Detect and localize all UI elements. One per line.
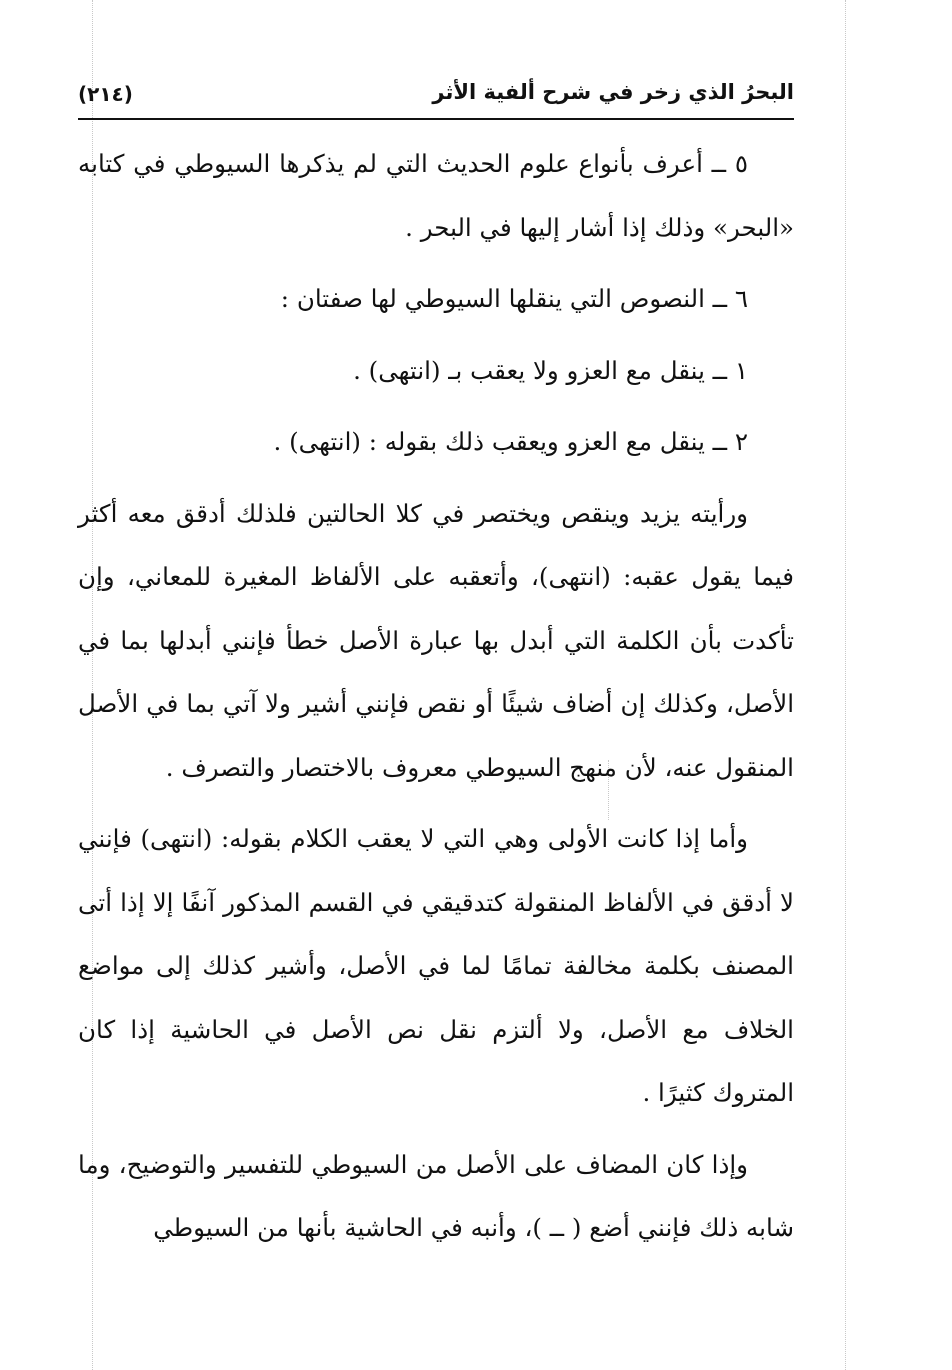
running-header: [78, 78, 794, 120]
paragraph-subitem-2: ٢ ــ ينقل مع العزو ويعقب ذلك بقوله : (انتهى) .: [273, 427, 748, 456]
body-text: [78, 132, 794, 1260]
paragraph-item-6: ٦ ــ النصوص التي ينقلها السيوطي لها صفتان :: [280, 284, 748, 313]
scan-artifact-right: [845, 0, 847, 1370]
header-title: البحرُ الذي زخر في شرح ألفية الأثر: [432, 80, 794, 104]
paragraph-item-5: ٥ ــ أعرف بأنواع علوم الحديث التي لم يذكرها السيوطي في كتابه «البحر» وذلك إذا أشار إليها في البحر .: [78, 149, 794, 242]
paragraph-body-2: وأما إذا كانت الأولى وهي التي لا يعقب الكلام بقوله: (انتهى) فإنني لا أدقق في الألفاظ المنقولة كتدقيقي في القسم المذكور آنفًا إلا إذا أتى المصنف بكلمة مخالفة تمامًا لما في الأصل، وأشير كذلك إلى مواضع الخلاف مع الأصل، ولا ألتزم نقل نص الأصل في الحاشية إذا كان المتروك كثيرًا .: [78, 824, 794, 1107]
paragraph-body-1: ورأيته يزيد وينقص ويختصر في كلا الحالتين فلذلك أدقق معه أكثر فيما يقول عقبه: (انتهى)، وأتعقبه على الألفاظ المغيرة للمعاني، وإن تأكدت بأن الكلمة التي أبدل بها عبارة الأصل خطأ فإنني أبدلها بما في الأصل، وكذلك إن أضاف شيئًا أو نقص فإنني أشير ولا آتي بما في الأصل المنقول عنه، لأن منهج السيوطي معروف بالاختصار والتصرف .: [78, 498, 794, 782]
page-number: (٢١٤): [78, 82, 133, 106]
paragraph-subitem-1: ١ ــ ينقل مع العزو ولا يعقب بـ (انتهى) .: [353, 355, 748, 385]
paragraph-body-3: وإذا كان المضاف على الأصل من السيوطي للتفسير والتوضيح، وما شابه ذلك فإنني أضع ( ــ )، وأنبه في الحاشية بأنها من السيوطي: [78, 1149, 794, 1242]
